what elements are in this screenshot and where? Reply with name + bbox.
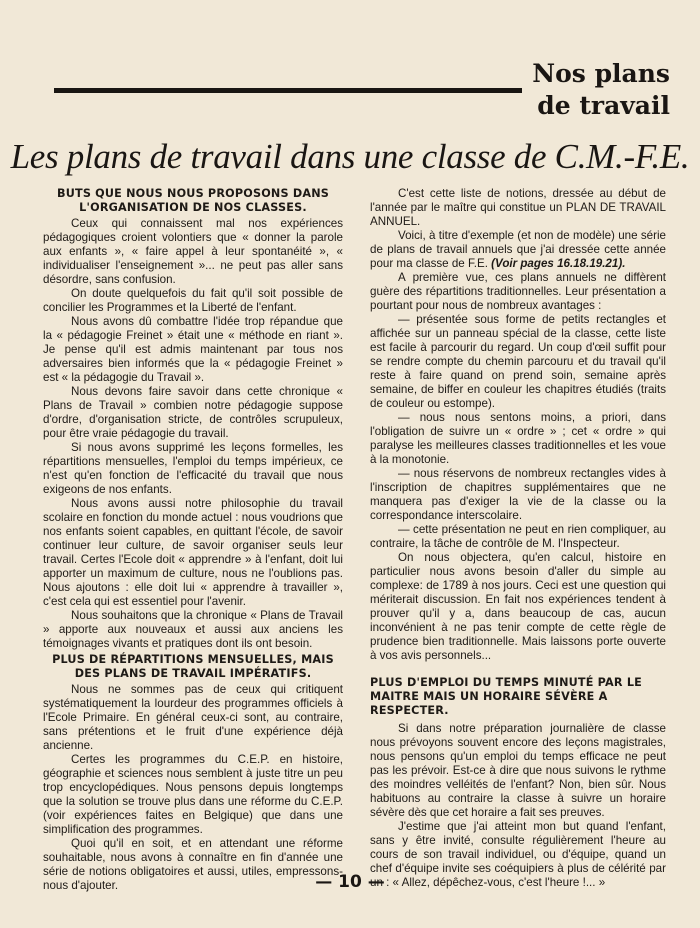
- paragraph: Nous souhaitons que la chronique « Plans de Travail » apporte aux nouveaux et aussi aux anciens les témoignages vivants et pratiques dont ils ont besoin.: [43, 609, 343, 650]
- paragraph: A première vue, ces plans annuels ne diffèrent guère des répartitions traditionnelles. Leur présentation a pourtant pour nous de nombreux avantages :: [370, 271, 666, 312]
- section-title-line1: Nos plans: [532, 59, 670, 88]
- paragraph: Nous avons dû combattre l'idée trop répandue que la « pédagogie Freinet » était une « méthode en riant ». Je pense qu'il est admis maintenant par tous nos adversaires bien informés que la « pédagogie Freinet » est « la pédagogie du Travail ».: [43, 315, 343, 384]
- paragraph: On doute quelquefois du fait qu'il soit possible de concilier les Programmes et la Liberté de l'enfant.: [43, 287, 343, 314]
- paragraph: Certes les programmes du C.E.P. en histoire, géographie et sciences nous semblent à juste titre un peu trop encyclopédiques. Nous pensons depuis longtemps que la solution se trouve plus dans une réforme du C.E.P. (voir expériences faites en Belgique) que dans une simplification des programmes.: [43, 753, 343, 836]
- paragraph: — nous nous sentons moins, a priori, dans l'obligation de suivre un « ordre » ; cet « ordre » qui paralyse les meilleures classes traditionnelles et les voue à la monotonie.: [370, 411, 666, 466]
- paragraph: — cette présentation ne peut en rien compliquer, au contraire, la tâche de contrôle de M. l'Inspecteur.: [370, 523, 666, 550]
- paragraph: — nous réservons de nombreux rectangles vides à l'inscription de chapitres supplémentaires que ne manquera pas d'exiger la vie de la classe ou la correspondance interscolaire.: [370, 467, 666, 522]
- heading-repartitions: PLUS DE RÉPARTITIONS MENSUELLES, MAIS DES PLANS DE TRAVAIL IMPÉRATIFS.: [52, 653, 334, 680]
- paragraph: C'est cette liste de notions, dressée au début de l'année par le maître qui constitue un PLAN DE TRAVAIL ANNUEL.: [370, 187, 666, 228]
- article-title: Les plans de travail dans une classe de C.M.-F.E.: [10, 137, 690, 176]
- right-column: [370, 187, 666, 890]
- paragraph: Si dans notre préparation journalière de classe nous prévoyons souvent encore des leçons magistrales, nous pensons qu'un emploi du temps efficace ne peut pas les prévoir. Est-ce à dire que nous suivons le rythme des moindres velléités de l'enfant? Non, bien sûr. Nous habituons au contraire la classe à suivre un horaire sévère dès que cet horaire a fait ses preuves.: [370, 722, 666, 819]
- paragraph: Ceux qui connaissent mal nos expériences pédagogiques croient volontiers que « donner la parole aux enfants », « faire appel à leur spontanéité », « individualiser l'enseignement »... ne peut pas aller sans désordre, sans confusion.: [43, 217, 343, 286]
- paragraph: On nous objectera, qu'en calcul, histoire en particulier nous avons besoin d'aller du simple au complexe: de 1789 à nos jours. Ceci est une question qui mériterait discussion. En fait nos expériences tendent à prouver qu'il y a, dans beaucoup de cas, aucun inconvénient à ne pas tenir compte de cette règle de prudence bien traditionnelle. Mais laissons porte ouverte à vos avis personnels...: [370, 551, 666, 662]
- paragraph: J'estime que j'ai atteint mon but quand l'enfant, sans y être invité, consulte régulièrement l'heure au cours de son travail individuel, ou d'équipe, quand un chef d'équipe invite ses coéquipiers à plus de célérité par un : « Allez, dépêchez-vous, c'est l'heure !... »: [370, 820, 666, 889]
- heading-buts: BUTS QUE NOUS NOUS PROPOSONS DANS L'ORGANISATION DE NOS CLASSES.: [56, 187, 330, 214]
- page-number: — 10 —: [315, 872, 385, 892]
- pages-reference: (Voir pages 16.18.19.21).: [491, 257, 626, 270]
- section-title-line2: de travail: [537, 91, 670, 120]
- section-title: [510, 58, 670, 122]
- paragraph-example: [370, 229, 666, 271]
- paragraph: Si nous avons supprimé les leçons formelles, les répartitions mensuelles, l'emploi du temps impérieux, ce n'est qu'en fonction de l'efficacité du travail que nous exigeons de nos enfants.: [43, 441, 343, 496]
- paragraph: Quoi qu'il en soit, et en attendant une réforme souhaitable, nous avons à connaître en fin d'année une série de notions obligatoires et aussi, utiles, empressons-nous d'ajouter.: [43, 837, 343, 892]
- header-rule: [54, 88, 522, 93]
- paragraph: Nous devons faire savoir dans cette chronique « Plans de Travail » combien notre pédagogie suppose d'ordre, d'organisation stricte, de contrôles scrupuleux, pour être vraie pédagogie du travail.: [43, 385, 343, 440]
- paragraph: — présentée sous forme de petits rectangles et affichée sur un panneau spécial de la classe, cette liste est facile à parcourir du regard. Un coup d'œil suffit pour se rendre compte du chemin parcouru et du travail qu'il reste à faire quand on prend soin, semaine après semaine, de biffer en couleur les chapitres étudiés (traits de couleur ou estompe).: [370, 313, 666, 410]
- left-column: [43, 187, 343, 893]
- paragraph: Nous ne sommes pas de ceux qui critiquent systématiquement la lourdeur des programmes officiels à l'Ecole Primaire. En général ceux-ci sont, au contraire, sans prétentions et le fruit d'une expérience déjà ancienne.: [43, 683, 343, 752]
- paragraph: Nous avons aussi notre philosophie du travail scolaire en fonction du monde actuel : nous voudrions que nos enfants soient capables, en quittant l'école, de savoir continuer leur culture, de savoir organiser seuls leur travail. Certes l'Ecole doit « apprendre » à l'enfant, doit lui apporter un maximum de culture, nous ne l'oublions pas. Nous ajoutons : elle doit lui « apprendre à travailler », c'est cela qui est essentiel pour l'avenir.: [43, 497, 343, 608]
- heading-emploi-du-temps: PLUS D'EMPLOI DU TEMPS MINUTÉ PAR LE MAITRE MAIS UN HORAIRE SÉVÈRE A RESPECTER.: [370, 676, 642, 717]
- example-text: Voici, à titre d'exemple (et non de modèle) une série de plans de travail annuels que j'ai dressée cette année pour ma classe de F.E.: [370, 229, 666, 270]
